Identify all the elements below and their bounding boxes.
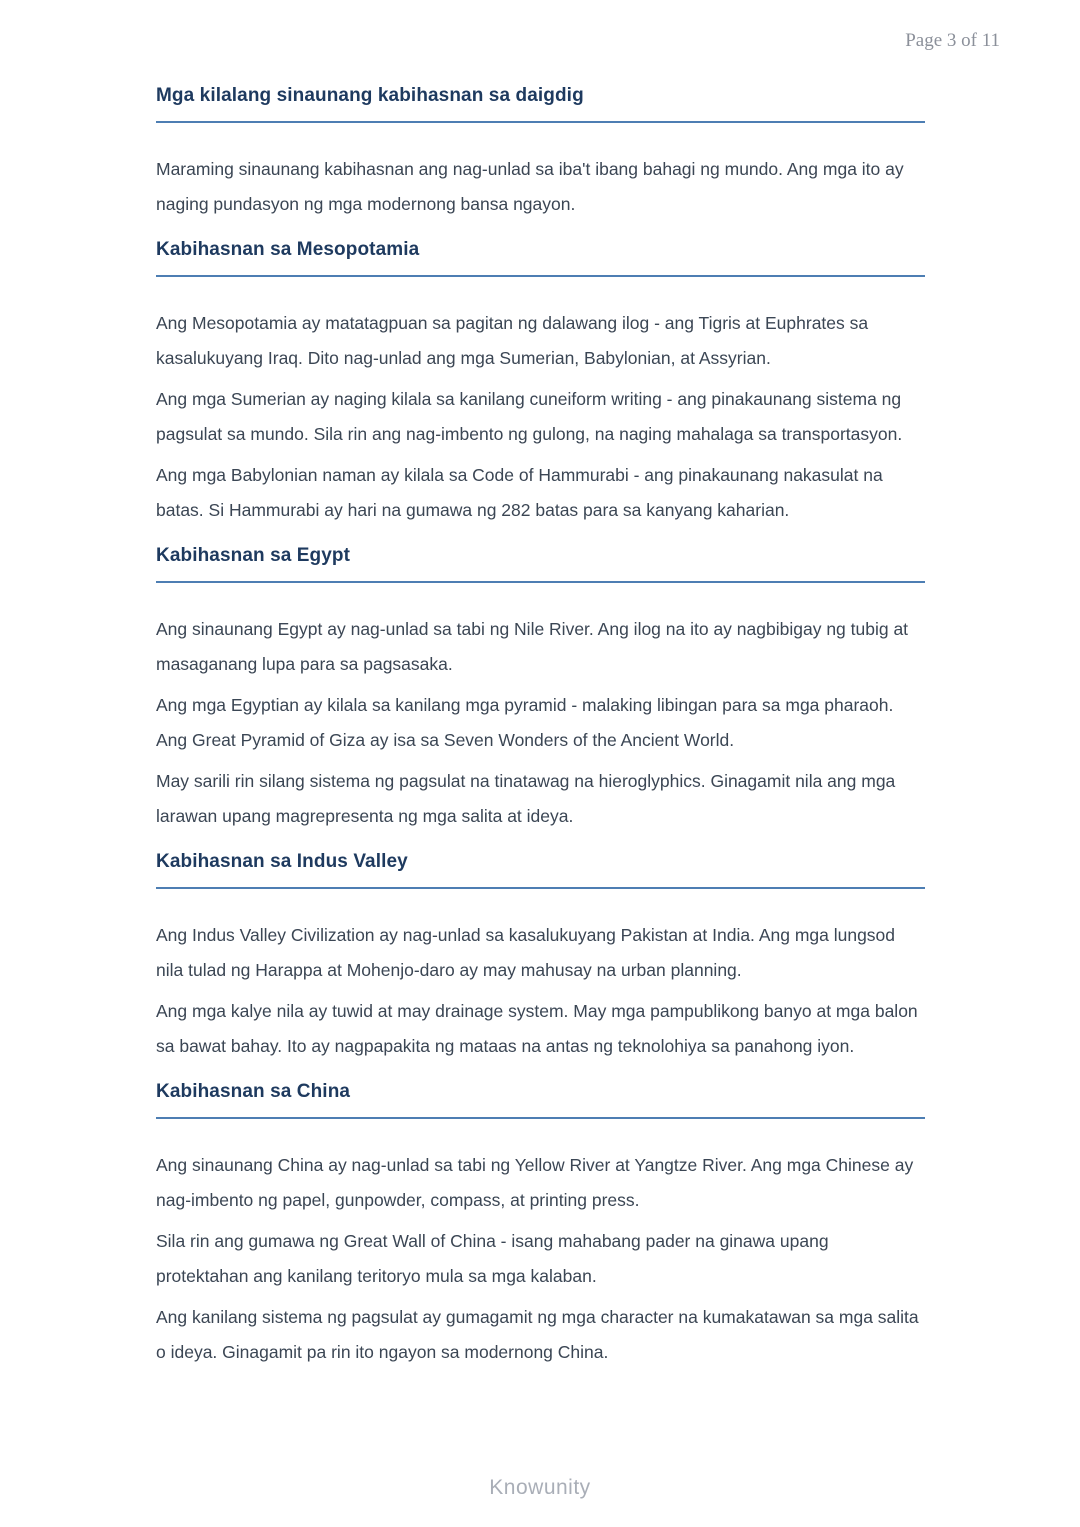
document-section bbox=[156, 84, 925, 222]
body-paragraph: Ang Indus Valley Civilization ay nag-unlad sa kasalukuyang Pakistan at India. Ang mga lungsod nila tulad ng Harappa at Mohenjo-daro ay may mahusay na urban planning. bbox=[156, 925, 896, 980]
footer-brand: Knowunity bbox=[489, 1476, 591, 1499]
section-divider bbox=[156, 275, 925, 277]
body-paragraph: Sila rin ang gumawa ng Great Wall of China - isang mahabang pader na ginawa upang protektahan ang kanilang teritoryo mula sa mga kalaban. bbox=[156, 1231, 829, 1286]
section-divider bbox=[156, 581, 925, 583]
document-section bbox=[156, 1080, 925, 1370]
section-divider bbox=[156, 887, 925, 889]
body-paragraph: Ang kanilang sistema ng pagsulat ay gumagamit ng mga character na kumakatawan sa mga salita o ideya. Ginagamit pa rin ito ngayon sa modernong China. bbox=[156, 1307, 919, 1362]
body-paragraph: Ang sinaunang China ay nag-unlad sa tabi ng Yellow River at Yangtze River. Ang mga Chinese ay nag-imbento ng papel, gunpowder, compass, at printing press. bbox=[156, 1155, 914, 1210]
page-number: Page 3 of 11 bbox=[905, 30, 1000, 51]
document-section bbox=[156, 850, 925, 1064]
body-paragraph: May sarili rin silang sistema ng pagsulat na tinatawag na hieroglyphics. Ginagamit nila ang mga larawan upang magrepresenta ng mga salita at ideya. bbox=[156, 771, 896, 826]
body-paragraph: Maraming sinaunang kabihasnan ang nag-unlad sa iba't ibang bahagi ng mundo. Ang mga ito ay naging pundasyon ng mga modernong bansa ngayon. bbox=[156, 159, 904, 214]
document-section bbox=[156, 544, 925, 834]
document-content bbox=[156, 84, 925, 1370]
body-paragraph: Ang mga kalye nila ay tuwid at may drainage system. May mga pampublikong banyo at mga balon sa bawat bahay. Ito ay nagpapakita ng mataas na antas ng teknolohiya sa panahong iyon. bbox=[156, 1001, 918, 1056]
section-heading: Kabihasnan sa Indus Valley bbox=[156, 851, 408, 872]
section-divider bbox=[156, 1117, 925, 1119]
body-paragraph: Ang mga Egyptian ay kilala sa kanilang mga pyramid - malaking libingan para sa mga pharaoh. Ang Great Pyramid of Giza ay isa sa Seven Wonders of the Ancient World. bbox=[156, 695, 894, 750]
body-paragraph: Ang sinaunang Egypt ay nag-unlad sa tabi ng Nile River. Ang ilog na ito ay nagbibigay ng tubig at masaganang lupa para sa pagsasaka. bbox=[156, 619, 909, 674]
section-heading: Kabihasnan sa China bbox=[156, 1081, 351, 1102]
section-divider bbox=[156, 121, 925, 123]
document-section bbox=[156, 238, 925, 528]
body-paragraph: Ang mga Sumerian ay naging kilala sa kanilang cuneiform writing - ang pinakaunang sistema ng pagsulat sa mundo. Sila rin ang nag-imbento ng gulong, na naging mahalaga sa transportasyon. bbox=[156, 389, 903, 444]
section-heading: Kabihasnan sa Mesopotamia bbox=[156, 239, 420, 260]
body-paragraph: Ang mga Babylonian naman ay kilala sa Code of Hammurabi - ang pinakaunang nakasulat na batas. Si Hammurabi ay hari na gumawa ng 282 batas para sa kanyang kaharian. bbox=[156, 465, 883, 520]
body-paragraph: Ang Mesopotamia ay matatagpuan sa pagitan ng dalawang ilog - ang Tigris at Euphrates sa kasalukuyang Iraq. Dito nag-unlad ang mga Sumerian, Babylonian, at Assyrian. bbox=[156, 313, 869, 368]
section-heading: Kabihasnan sa Egypt bbox=[156, 545, 351, 566]
section-heading: Mga kilalang sinaunang kabihasnan sa daigdig bbox=[156, 85, 584, 106]
